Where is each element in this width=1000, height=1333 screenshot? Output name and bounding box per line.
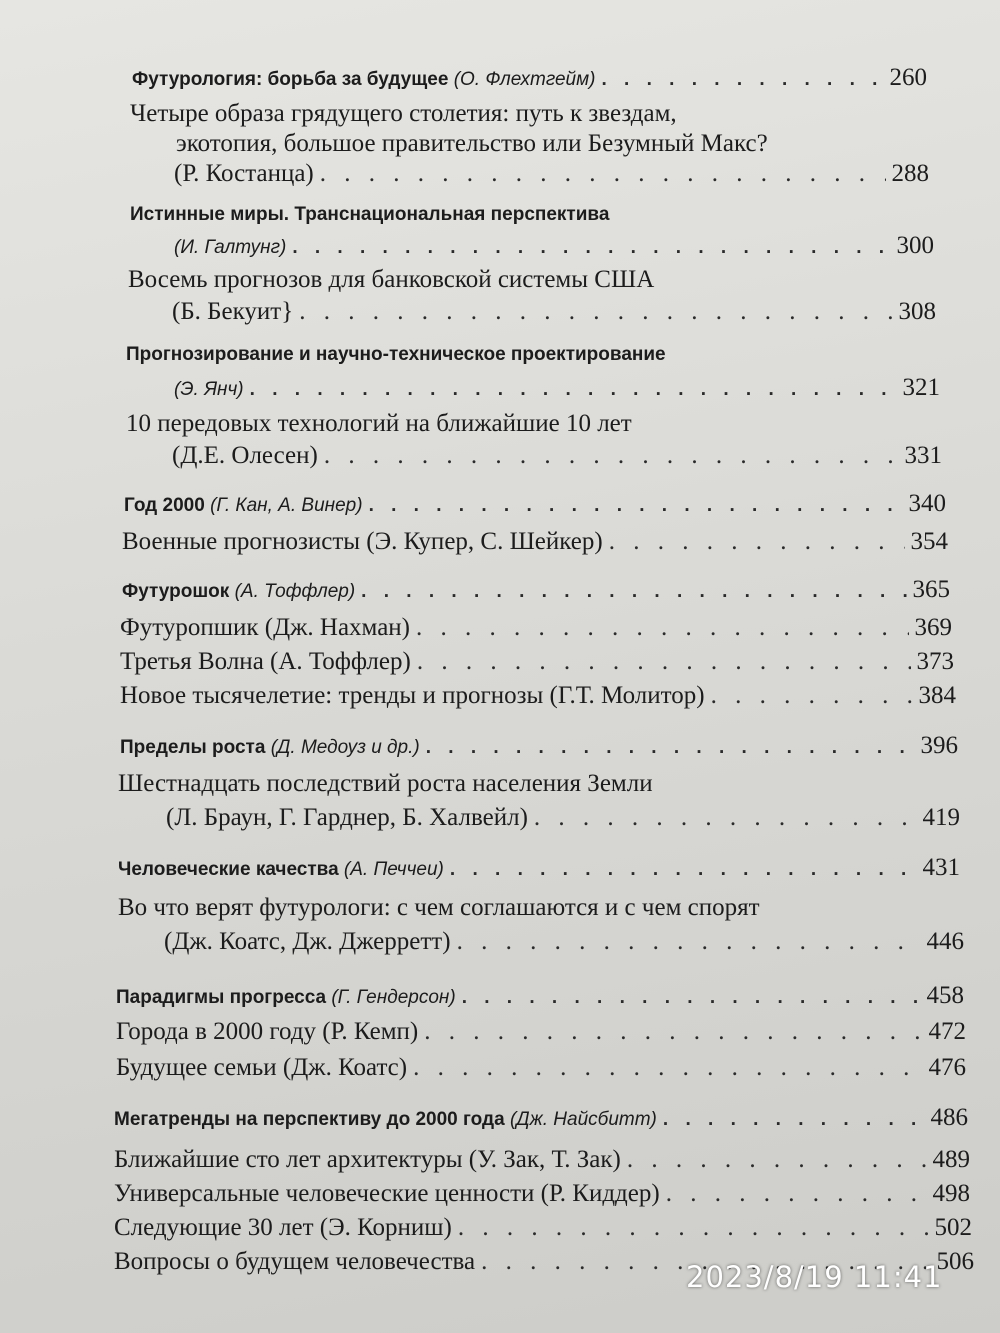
toc-entry-section bbox=[130, 204, 609, 226]
toc-entry-section bbox=[118, 854, 960, 882]
entry-title: Четыре образа грядущего столетия: путь к звездам, bbox=[130, 100, 677, 127]
toc-entry-line bbox=[130, 100, 677, 128]
toc-entry-line bbox=[126, 410, 632, 438]
dot-leader bbox=[457, 928, 921, 956]
entry-title: Футурология: борьба за будущее bbox=[132, 69, 449, 90]
page-number: 431 bbox=[922, 854, 960, 881]
toc-entry-line bbox=[176, 130, 768, 158]
toc-entry-article bbox=[172, 442, 942, 470]
toc-entry-article bbox=[166, 804, 960, 832]
photo-timestamp: 2023/8/19 11:41 bbox=[686, 1260, 943, 1294]
toc-entry-article bbox=[114, 1146, 970, 1174]
dot-leader bbox=[324, 442, 899, 470]
page-number: 260 bbox=[889, 64, 927, 91]
entry-title: Восемь прогнозов для банковской системы США bbox=[128, 266, 655, 293]
page-number: 446 bbox=[926, 928, 964, 955]
page-number: 476 bbox=[928, 1054, 966, 1081]
dot-leader bbox=[424, 1018, 922, 1046]
dot-leader bbox=[462, 987, 921, 1009]
page-number: 486 bbox=[930, 1104, 968, 1131]
page-number: 308 bbox=[898, 298, 936, 325]
dot-leader bbox=[711, 682, 913, 710]
entry-title: 10 передовых технологий на ближайшие 10 лет bbox=[126, 410, 632, 437]
dot-leader bbox=[450, 859, 917, 881]
dot-leader bbox=[413, 1054, 922, 1082]
entry-title: Будущее семьи (Дж. Коатс) bbox=[116, 1054, 408, 1081]
dot-leader bbox=[361, 581, 906, 603]
page-number: 365 bbox=[912, 576, 950, 603]
page-number: 373 bbox=[916, 648, 954, 675]
page-number: 340 bbox=[908, 490, 946, 517]
toc-entry-article bbox=[120, 614, 952, 642]
entry-author: (Г. Гендерсон) bbox=[331, 987, 456, 1008]
toc-entry-article bbox=[172, 298, 936, 326]
toc-entry-section bbox=[114, 1104, 968, 1132]
entry-author: (Д.Е. Олесен) bbox=[172, 442, 318, 469]
entry-author: (А. Тоффлер) bbox=[234, 581, 356, 602]
toc-entry-article bbox=[122, 528, 948, 556]
toc-entry-article bbox=[120, 682, 956, 710]
entry-title: Военные прогнозисты (Э. Купер, С. Шейкер) bbox=[122, 528, 603, 555]
toc-entry-article bbox=[120, 648, 954, 676]
toc-entry-line bbox=[118, 770, 653, 798]
toc-entry-article bbox=[164, 928, 964, 956]
entry-author: (Э. Янч) bbox=[174, 379, 244, 400]
toc-entry-section bbox=[126, 344, 666, 366]
entry-title: Прогнозирование и научно-техническое проектирование bbox=[126, 344, 666, 365]
page-number: 288 bbox=[891, 160, 929, 187]
toc-entry-section bbox=[122, 576, 950, 604]
entry-title: Мегатренды на перспективу до 2000 года bbox=[114, 1109, 505, 1130]
page-number: 321 bbox=[902, 374, 940, 401]
toc-entry-section bbox=[120, 732, 958, 760]
page-number: 419 bbox=[922, 804, 960, 831]
toc-entry-line bbox=[128, 266, 654, 294]
page-number: 300 bbox=[896, 232, 934, 259]
entry-author: (Г. Кан, А. Винер) bbox=[210, 495, 363, 516]
entry-title: Универсальные человеческие ценности (Р. Киддер) bbox=[114, 1180, 660, 1207]
dot-leader bbox=[627, 1146, 927, 1174]
entry-title: Футурошок bbox=[122, 581, 230, 602]
dot-leader bbox=[601, 69, 883, 91]
toc-entry-article bbox=[174, 160, 929, 188]
entry-author: (Дж. Найсбитт) bbox=[509, 1109, 657, 1130]
page-number: 331 bbox=[904, 442, 942, 469]
dot-leader bbox=[250, 379, 897, 401]
entry-author: (И. Галтунг) bbox=[174, 237, 287, 258]
entry-title: Следующие 30 лет (Э. Корниш) bbox=[114, 1214, 452, 1241]
page-number: 489 bbox=[932, 1146, 970, 1173]
dot-leader bbox=[426, 737, 915, 759]
page-number: 458 bbox=[926, 982, 964, 1009]
entry-title: Человеческие качества bbox=[118, 859, 339, 880]
entry-title: Ближайшие сто лет архитектуры (У. Зак, Т. Зак) bbox=[114, 1146, 621, 1173]
page-number: 498 bbox=[932, 1180, 970, 1207]
entry-title: Футуропшик (Дж. Нахман) bbox=[120, 614, 411, 641]
entry-title-cont: экотопия, большое правительство или Безумный Макс? bbox=[176, 130, 768, 157]
page-number: 472 bbox=[928, 1018, 966, 1045]
entry-title: Год 2000 bbox=[124, 495, 205, 516]
toc-entry-line bbox=[118, 894, 760, 922]
entry-author: (А. Печчеи) bbox=[343, 859, 444, 880]
dot-leader bbox=[609, 528, 905, 556]
toc-entry-section bbox=[124, 490, 946, 518]
dot-leader bbox=[416, 614, 908, 642]
entry-title: Города в 2000 году (Р. Кемп) bbox=[116, 1018, 419, 1045]
page-number: 502 bbox=[934, 1214, 972, 1241]
entry-title: Пределы роста bbox=[120, 737, 266, 758]
entry-title: Истинные миры. Транснациональная перспектива bbox=[130, 204, 610, 225]
entry-author: (О. Флехтгейм) bbox=[453, 69, 596, 90]
entry-author: (Б. Бекуит} bbox=[172, 298, 294, 325]
entry-title: Новое тысячелетие: тренды и прогнозы (Г.Т. Молитор) bbox=[120, 682, 705, 709]
page-number: 354 bbox=[910, 528, 948, 555]
dot-leader bbox=[663, 1109, 925, 1131]
dot-leader bbox=[369, 495, 903, 517]
toc-entry-article bbox=[116, 1018, 966, 1046]
page-number: 506 bbox=[936, 1248, 974, 1275]
entry-author: (Д. Медоуз и др.) bbox=[270, 737, 420, 758]
toc-entry-article bbox=[114, 1214, 972, 1242]
dot-leader bbox=[534, 804, 917, 832]
entry-author: (Р. Костанца) bbox=[174, 160, 314, 187]
dot-leader bbox=[320, 160, 886, 188]
toc-entry-section bbox=[174, 232, 934, 260]
dot-leader bbox=[417, 648, 911, 676]
entry-author: (Дж. Коатс, Дж. Джерретт) bbox=[164, 928, 451, 955]
toc-entry-article bbox=[116, 1054, 966, 1082]
page-number: 396 bbox=[920, 732, 958, 759]
page-number: 369 bbox=[914, 614, 952, 641]
entry-title: Шестнадцать последствий роста населения Земли bbox=[118, 770, 653, 797]
dot-leader bbox=[292, 237, 890, 259]
toc-entry-section bbox=[116, 982, 964, 1010]
dot-leader bbox=[299, 298, 892, 326]
toc-entry-section bbox=[132, 64, 927, 92]
entry-title: Парадигмы прогресса bbox=[116, 987, 327, 1008]
entry-author: (Л. Браун, Г. Гарднер, Б. Халвейл) bbox=[166, 804, 528, 831]
toc-entry-section bbox=[174, 374, 940, 402]
entry-title: Во что верят футурологи: с чем соглашаются и с чем спорят bbox=[118, 894, 760, 921]
entry-title: Третья Волна (А. Тоффлер) bbox=[120, 648, 411, 675]
dot-leader bbox=[458, 1214, 929, 1242]
dot-leader bbox=[666, 1180, 927, 1208]
entry-title: Вопросы о будущем человечества bbox=[114, 1248, 476, 1275]
page-number: 384 bbox=[918, 682, 956, 709]
toc-entry-article bbox=[114, 1180, 970, 1208]
